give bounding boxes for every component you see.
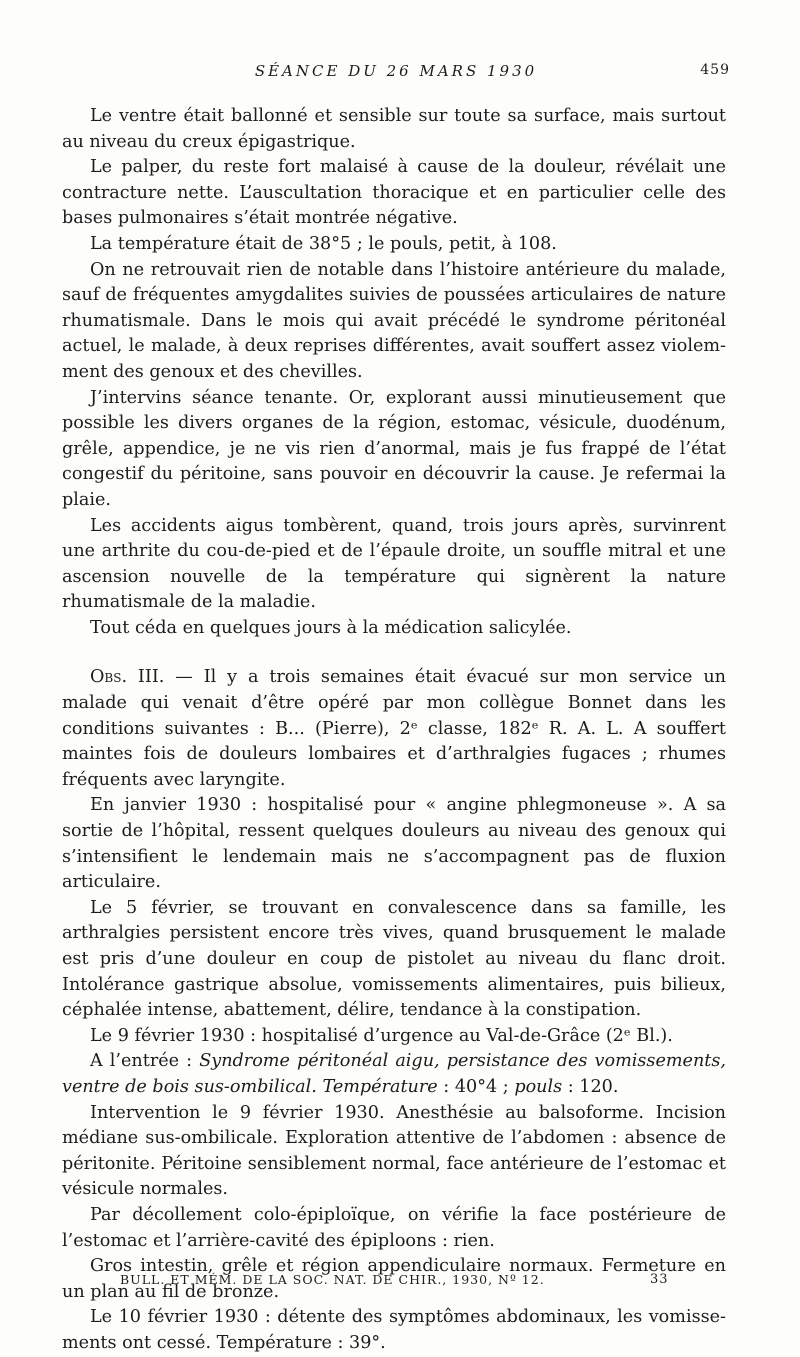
paragraph: Intervention le 9 février 1930. Anesthésie au balsoforme. Incision médiane sus-ombilicale. Exploration attentive de l’abdomen : absence de péritonite. Péritoine sensiblement normal, face antérieure de l’estomac et vésicule normales. [62,1102,726,1200]
page-header [62,62,730,88]
entry-temperature: : 40°4 ; [437,1076,515,1097]
paragraph: Le 5 février, se trouvant en convalescence dans sa famille, les arthralgies persistent encore très vives, quand brusquement le malade est pris d’une douleur en coup de pistolet au niveau du flanc droit. Intolérance gastrique absolue, vomissements alimentaires, puis bilieux, céphalée intense, abattement, délire, tendance à la constipation. [62,897,726,1021]
paragraph: La température était de 38°5 ; le pouls, petit, à 108. [90,233,557,254]
paragraph-entry [62,1049,726,1100]
observation-label: Obs. III. [90,667,165,688]
entry-italic-pulse: pouls [514,1076,563,1097]
journal-reference: BULL. ET MÉM. DE LA SOC. NAT. DE CHIR., 1930, Nº 12. [120,1272,545,1287]
running-title: SÉANCE DU 26 MARS 1930 [254,62,538,80]
paragraph: Le 9 février 1930 : hospitalisé d’urgence au Val-de-Grâce (2ᵉ Bl.). [90,1025,673,1046]
paragraph: Le 10 février 1930 : détente des symptômes abdominaux, les vomissements ont cessé. Température : 39°. [62,1307,726,1353]
page-footer [0,1272,800,1294]
body-text [62,104,726,1357]
sheet-number: 33 [650,1272,669,1287]
paragraph: On ne retrouvait rien de notable dans l’histoire antérieure du malade, sauf de fréquentes amygdalites suivies de poussées articulaires de nature rhumatismale. Dans le mois qui avait précédé le syndrome péritonéal actuel, le malade, à deux reprises différentes, avait souffert assez violemment des genoux et des chevilles. [62,259,726,382]
observation-text: — Il y a trois semaines était évacué sur mon service un malade qui venait d’être opéré par mon collègue Bonnet dans les conditions suivantes : B... (Pierre), 2ᵉ classe, 182ᵉ R. A. L. A souffert maintes fois de douleurs lombaires et d’arthralgies fugaces ; rhumes fréquents avec laryngite. [62,667,726,790]
paragraph: J’intervins séance tenante. Or, explorant aussi minutieusement que possible les divers organes de la région, estomac, vésicule, duodénum, grêle, appendice, je ne vis rien d’anormal, mais je fus frappé de l’état congestif du péritoine, sans pouvoir en découvrir la cause. Je refermai la plaie. [62,387,726,510]
paragraph: Par décollement colo-épiploïque, on vérifie la face postérieure de l’estomac et l’arrière-cavité des épiploons : rien. [62,1204,726,1251]
paragraph: En janvier 1930 : hospitalisé pour « angine phlegmoneuse ». A sa sortie de l’hôpital, ressent quelques douleurs au niveau des genoux qui s’intensifient le lendemain mais ne s’accompagnent pas de fluxion articulaire. [62,795,726,893]
page-number: 459 [700,62,730,78]
observation-paragraph [62,665,726,793]
paragraph: Gros intestin, grêle et région appendiculaire normaux. Fermeture en un plan au fil de bronze. [62,1256,726,1302]
paragraph: Tout céda en quelques jours à la médication salicylée. [90,617,572,638]
entry-pulse-value: : 120. [562,1076,619,1097]
entry-prefix: A l’entrée : [90,1051,200,1072]
paragraph: Le ventre était ballonné et sensible sur toute sa surface, mais surtout au niveau du creux épigastrique. [62,106,726,152]
paragraph: Le palper, du reste fort malaisé à cause de la douleur, révélait une contracture nette. L’auscultation thoracique et en particulier celle des bases pulmonaires s’était montrée négative. [62,157,726,229]
entry-italic-symptoms: Syndrome péritonéal aigu, persistance des vomissements, ventre de bois sus-ombilical. Température [62,1051,726,1097]
paragraph: Les accidents aigus tombèrent, quand, trois jours après, survinrent une arthrite du cou-de-pied et de l’épaule droite, un souffle mitral et une ascension nouvelle de la température qui signèrent la nature rhumatismale de la maladie. [62,515,726,613]
